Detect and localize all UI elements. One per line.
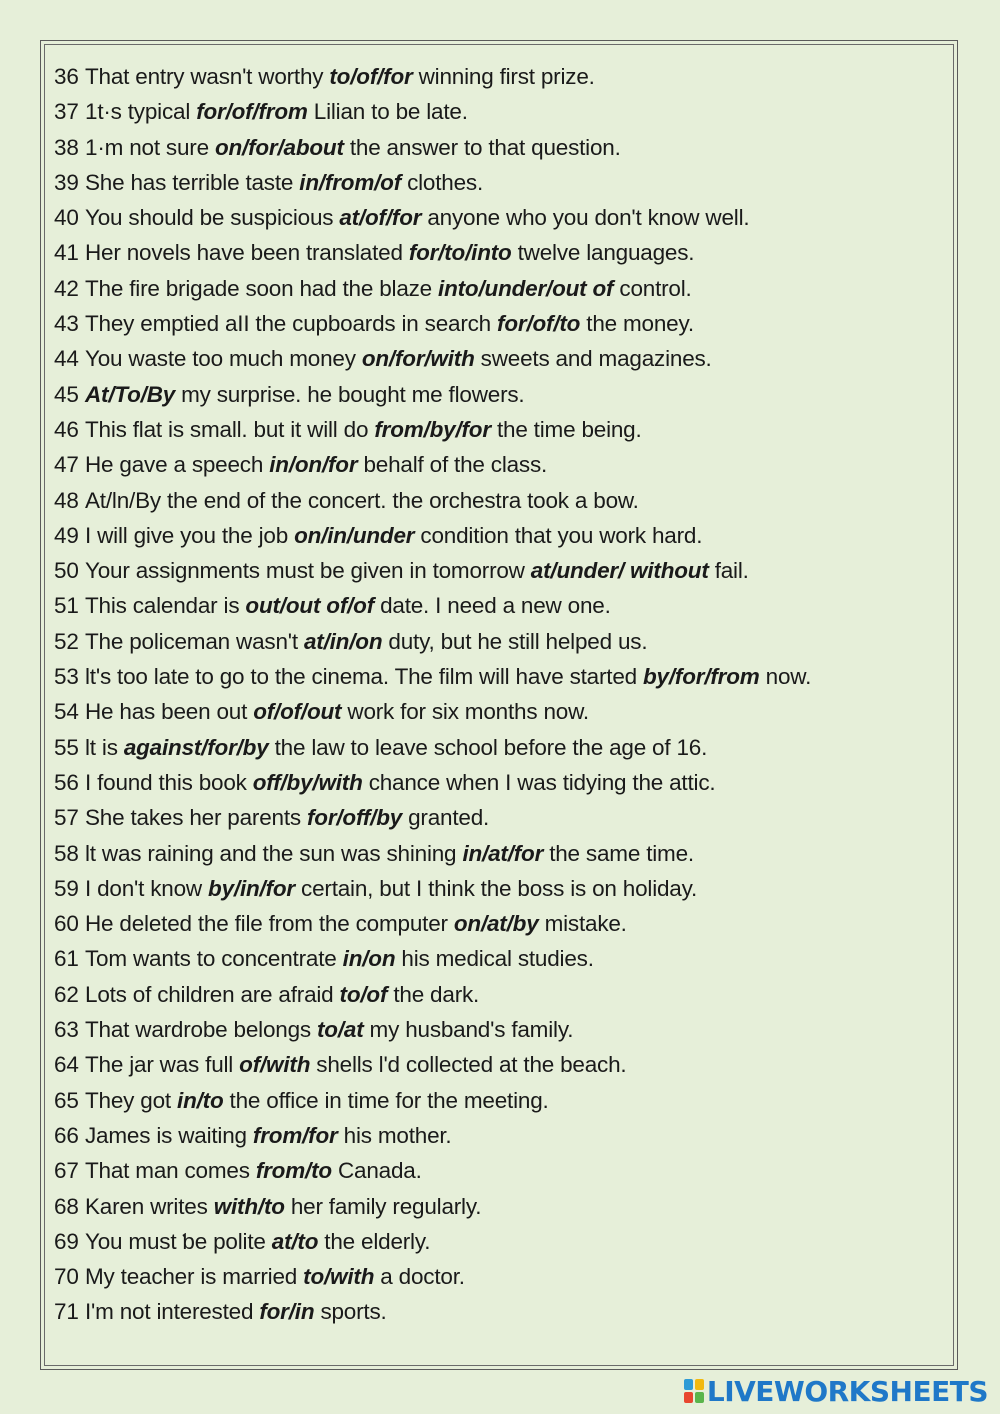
answer-options: of/of/out — [253, 699, 342, 725]
exercise-item — [54, 447, 934, 482]
exercise-number: 57 — [54, 805, 79, 831]
exercise-item — [54, 588, 934, 623]
exercise-number: 61 — [54, 946, 79, 972]
logo-mark-square — [684, 1392, 693, 1403]
exercise-number: 46 — [54, 416, 79, 442]
exercise-item — [54, 483, 934, 518]
exercise-number: 52 — [54, 628, 79, 654]
answer-options: in/on — [342, 946, 396, 972]
sentence-text: behalf of the class. — [357, 452, 548, 478]
exercise-item — [54, 765, 934, 800]
answer-options: by/for/from — [643, 664, 760, 690]
logo-mark-icon — [684, 1379, 704, 1403]
exercise-number: 68 — [54, 1193, 79, 1219]
exercise-number: 58 — [54, 840, 79, 866]
sentence-text: The policeman wasn't — [85, 628, 304, 654]
exercise-number: 59 — [54, 875, 79, 901]
answer-options: for/off/by — [306, 805, 403, 831]
exercise-item — [54, 165, 934, 200]
exercise-item — [54, 624, 934, 659]
answer-options: on/for/about — [214, 134, 344, 160]
sentence-text: Canada. — [331, 1158, 422, 1184]
sentence-text: the money. — [580, 311, 694, 337]
exercise-number: 65 — [54, 1087, 79, 1113]
sentence-text: They emptied aII the cupboards in search — [85, 311, 498, 337]
exercise-number: 39 — [54, 169, 79, 195]
answer-options: from/for — [252, 1122, 338, 1148]
exercise-number: 69 — [54, 1228, 79, 1254]
answer-options: against/for/by — [123, 734, 269, 760]
answer-options: in/at/for — [462, 840, 544, 866]
answer-options: in/from/of — [299, 169, 402, 195]
answer-options: with/to — [213, 1193, 285, 1219]
exercise-number: 56 — [54, 769, 79, 795]
exercise-number: 62 — [54, 981, 79, 1007]
answer-options: at/of/for — [339, 205, 422, 231]
answer-options: for/in — [259, 1299, 315, 1325]
sentence-text: now. — [759, 664, 812, 690]
sentence-text: her family regularly. — [284, 1193, 482, 1219]
sentence-text: That wardrobe belongs — [85, 1017, 317, 1043]
sentence-text: lt's too late to go to the cinema. The film will have started — [85, 664, 644, 690]
sentence-text: At/ln/By the end of the concert. the orchestra took a bow. — [85, 487, 639, 513]
exercise-number: 53 — [54, 664, 79, 690]
answer-options: at/to — [271, 1228, 319, 1254]
exercise-item — [54, 659, 934, 694]
exercise-item — [54, 1259, 934, 1294]
exercise-number: 49 — [54, 522, 79, 548]
sentence-text: You waste too much money — [85, 346, 362, 372]
sentence-text: chance when I was tidying the attic. — [362, 769, 716, 795]
sentence-text: He deleted the file from the computer — [85, 911, 454, 937]
exercise-item — [54, 1189, 934, 1224]
sentence-text: Her novels have been translated — [85, 240, 409, 266]
exercise-item — [54, 1294, 934, 1329]
answer-options: for/to/into — [408, 240, 512, 266]
exercise-item — [54, 59, 934, 94]
sentence-text: the time being. — [490, 416, 642, 442]
sentence-text: date. I need a new one. — [374, 593, 611, 619]
sentence-text: They got — [85, 1087, 178, 1113]
exercise-number: 43 — [54, 311, 79, 337]
sentence-text: lt was raining and the sun was shining — [85, 840, 463, 866]
exercise-number: 67 — [54, 1158, 79, 1184]
exercise-number: 41 — [54, 240, 79, 266]
answer-options: to/at — [317, 1017, 364, 1043]
answer-options: in/on/for — [269, 452, 358, 478]
sentence-text: control. — [613, 275, 692, 301]
exercise-number: 40 — [54, 205, 79, 231]
exercise-number: 54 — [54, 699, 79, 725]
exercise-number: 36 — [54, 64, 79, 89]
sentence-text: You must ƅe polite — [85, 1228, 272, 1254]
exercise-item — [54, 906, 934, 941]
sentence-text: 1·m not sure — [85, 134, 215, 160]
answer-options: on/in/under — [294, 522, 415, 548]
sentence-text: I don't know — [85, 875, 209, 901]
exercise-item — [54, 1047, 934, 1082]
answer-options: on/for/with — [361, 346, 475, 372]
sentence-text: Lots of children are afraid — [85, 981, 340, 1007]
sentence-text: shells l'd collected at the beach. — [310, 1052, 627, 1078]
answer-options: from/by/for — [374, 416, 491, 442]
answer-options: on/at/by — [453, 911, 539, 937]
exercise-item — [54, 730, 934, 765]
sentence-text: Lilian to be late. — [307, 99, 468, 125]
sentence-text: a doctor. — [374, 1264, 465, 1290]
answer-options: out/out of/of — [245, 593, 375, 619]
sentence-text: I will give you the job — [85, 522, 295, 548]
exercise-item — [54, 1012, 934, 1047]
sentence-text: duty, but he still helped us. — [382, 628, 648, 654]
logo-text: LIVEWORKSHEETS — [706, 1374, 988, 1408]
exercise-number: 71 — [54, 1299, 79, 1325]
sentence-text: The fire brigade soon had the blaze — [85, 275, 439, 301]
answer-options: at/under/ without — [530, 558, 709, 584]
answer-options: into/under/out of — [438, 275, 614, 301]
answer-options: to/of — [339, 981, 388, 1007]
exercise-item — [54, 694, 934, 729]
answer-options: to/of/for — [329, 64, 413, 89]
answer-options: by/in/for — [208, 875, 295, 901]
sentence-text: He has been out — [85, 699, 254, 725]
exercise-list — [54, 59, 934, 1330]
sentence-text: That man comes — [85, 1158, 256, 1184]
logo-mark-square — [695, 1392, 704, 1403]
liveworksheets-logo — [684, 1374, 988, 1408]
exercise-item — [54, 1083, 934, 1118]
exercise-number: 37 — [54, 99, 79, 125]
sentence-text: That entry wasn't worthy — [85, 64, 330, 89]
sentence-text: anyone who you don't know well. — [421, 205, 750, 231]
sentence-text: the answer to that question. — [343, 134, 621, 160]
sentence-text: This flat is small. but it will do — [85, 416, 375, 442]
exercise-item — [54, 235, 934, 270]
sentence-text: winning first prize. — [412, 64, 595, 89]
sentence-text: lt is — [85, 734, 124, 760]
exercise-number: 44 — [54, 346, 79, 372]
sentence-text: Tom wants to concentrate — [85, 946, 343, 972]
answer-options: for/of/from — [196, 99, 308, 125]
sentence-text: clothes. — [401, 169, 484, 195]
sentence-text: I found this book — [85, 769, 253, 795]
exercise-item — [54, 130, 934, 165]
sentence-text: my surprise. he bought me flowers. — [175, 381, 525, 407]
exercise-item — [54, 836, 934, 871]
sentence-text: granted. — [402, 805, 490, 831]
exercise-item — [54, 1153, 934, 1188]
sentence-text: She takes her parents — [85, 805, 307, 831]
exercise-number: 42 — [54, 275, 79, 301]
exercise-item — [54, 871, 934, 906]
sentence-text: the dark. — [387, 981, 480, 1007]
exercise-number: 50 — [54, 558, 79, 584]
sentence-text: work for six months now. — [341, 699, 589, 725]
sentence-text: Your assignments must be given in tomorrow — [85, 558, 531, 584]
exercise-number: 51 — [54, 593, 79, 619]
sentence-text: the office in time for the meeting. — [223, 1087, 549, 1113]
exercise-item — [54, 800, 934, 835]
exercise-item — [54, 94, 934, 129]
sentence-text: This calendar is — [85, 593, 246, 619]
logo-mark-square — [695, 1379, 704, 1390]
sentence-text: twelve languages. — [511, 240, 695, 266]
exercise-number: 47 — [54, 452, 79, 478]
exercise-number: 55 — [54, 734, 79, 760]
exercise-number: 48 — [54, 487, 79, 513]
sentence-text: mistake. — [538, 911, 627, 937]
answer-options: for/of/to — [497, 311, 581, 337]
sentence-text: James is waiting — [85, 1122, 253, 1148]
sentence-text: sweets and magazines. — [474, 346, 712, 372]
sentence-text: his medical studies. — [395, 946, 594, 972]
exercise-number: 63 — [54, 1017, 79, 1043]
exercise-item — [54, 1118, 934, 1153]
sentence-text: He gave a speech — [85, 452, 270, 478]
sentence-text: condition that you work hard. — [414, 522, 703, 548]
answer-options: from/to — [255, 1158, 332, 1184]
exercise-item — [54, 412, 934, 447]
answer-options: at/in/on — [303, 628, 383, 654]
exercise-item — [54, 377, 934, 412]
exercise-item — [54, 977, 934, 1012]
exercise-item — [54, 271, 934, 306]
exercise-number: 60 — [54, 911, 79, 937]
sentence-text: certain, but I think the boss is on holiday. — [294, 875, 698, 901]
logo-mark-square — [684, 1379, 693, 1390]
sentence-text: I'm not interested — [85, 1299, 260, 1325]
sentence-text: She has terrible taste — [85, 169, 300, 195]
exercise-item — [54, 306, 934, 341]
sentence-text: the elderly. — [318, 1228, 431, 1254]
sentence-text: My teacher is married — [85, 1264, 304, 1290]
exercise-item — [54, 553, 934, 588]
exercise-number: 64 — [54, 1052, 79, 1078]
sentence-text: my husband's family. — [363, 1017, 574, 1043]
answer-options: At/To/By — [85, 381, 176, 407]
exercise-item — [54, 941, 934, 976]
answer-options: to/with — [303, 1264, 375, 1290]
exercise-number: 45 — [54, 381, 79, 407]
sentence-text: the same time. — [543, 840, 694, 866]
exercise-number: 70 — [54, 1264, 79, 1290]
sentence-text: his mother. — [337, 1122, 452, 1148]
sentence-text: The jar was full — [85, 1052, 240, 1078]
exercise-item — [54, 1224, 934, 1259]
answer-options: in/to — [177, 1087, 224, 1113]
exercise-number: 38 — [54, 134, 79, 160]
exercise-item — [54, 341, 934, 376]
sentence-text: the law to leave school before the age of 16. — [268, 734, 708, 760]
answer-options: off/by/with — [252, 769, 363, 795]
sentence-text: Karen writes — [85, 1193, 214, 1219]
exercise-number: 66 — [54, 1122, 79, 1148]
answer-options: of/with — [239, 1052, 311, 1078]
sentence-text: fail. — [708, 558, 749, 584]
sentence-text: You should be suspicious — [85, 205, 340, 231]
exercise-item — [54, 518, 934, 553]
sentence-text: 1t·s typical — [85, 99, 197, 125]
sentence-text: sports. — [314, 1299, 387, 1325]
exercise-item — [54, 200, 934, 235]
